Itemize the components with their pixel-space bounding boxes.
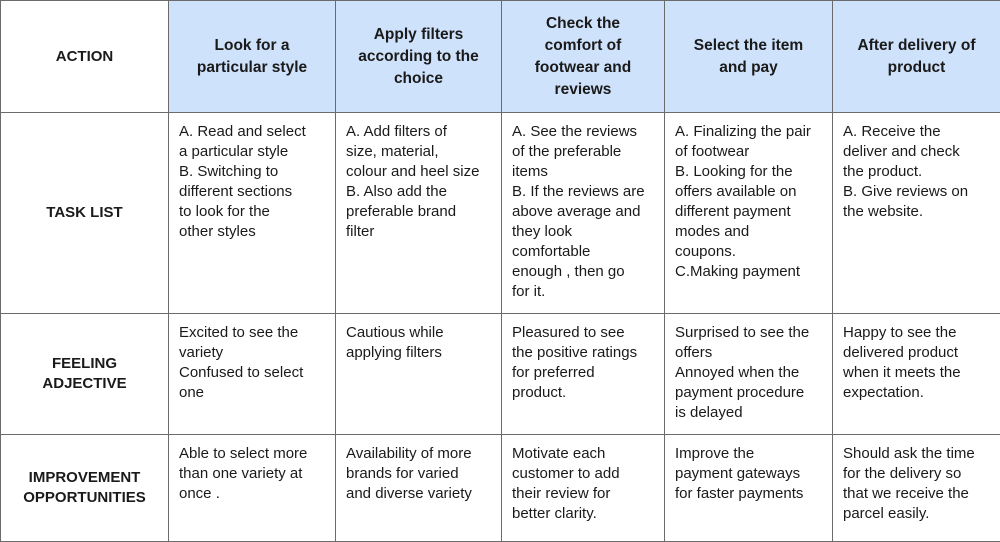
task-list-cell-5: A. Receive the deliver and check the product. B. Give reviews on the website. (833, 113, 1000, 314)
feeling-cell-5: Happy to see the delivered product when it meets the expectation. (833, 314, 1000, 435)
table-row-improvement-opportunities (1, 435, 1000, 542)
column-header-after-delivery: After delivery of product (833, 1, 1000, 113)
column-header-select-and-pay: Select the item and pay (665, 1, 833, 113)
column-header-apply-filters: Apply filters according to the choice (336, 1, 502, 113)
improvement-cell-1: Able to select more than one variety at once . (169, 435, 336, 542)
column-header-look-for-style: Look for a particular style (169, 1, 336, 113)
improvement-cell-5: Should ask the time for the delivery so that we receive the parcel easily. (833, 435, 1000, 542)
improvement-cell-2: Availability of more brands for varied and diverse variety (336, 435, 502, 542)
row-header-improvement-opportunities: IMPROVEMENT OPPORTUNITIES (1, 435, 169, 542)
action-header-cell: ACTION (1, 1, 169, 113)
table-row-task-list (1, 113, 1000, 314)
table-row-feeling-adjective (1, 314, 1000, 435)
row-header-task-list: TASK LIST (1, 113, 169, 314)
feeling-cell-2: Cautious while applying filters (336, 314, 502, 435)
task-list-cell-2: A. Add filters of size, material, colour and heel size B. Also add the preferable brand filter (336, 113, 502, 314)
row-header-feeling-adjective: FEELING ADJECTIVE (1, 314, 169, 435)
feeling-cell-1: Excited to see the variety Confused to select one (169, 314, 336, 435)
header-row (1, 1, 1000, 113)
improvement-cell-4: Improve the payment gateways for faster payments (665, 435, 833, 542)
task-list-cell-3: A. See the reviews of the preferable items B. If the reviews are above average and they look comfortable enough , then go for it. (502, 113, 665, 314)
column-header-check-comfort: Check the comfort of footwear and reviews (502, 1, 665, 113)
task-list-cell-1: A. Read and select a particular style B. Switching to different sections to look for the other styles (169, 113, 336, 314)
improvement-cell-3: Motivate each customer to add their review for better clarity. (502, 435, 665, 542)
feeling-cell-3: Pleasured to see the positive ratings for preferred product. (502, 314, 665, 435)
feeling-cell-4: Surprised to see the offers Annoyed when the payment procedure is delayed (665, 314, 833, 435)
task-list-cell-4: A. Finalizing the pair of footwear B. Looking for the offers available on different payment modes and coupons. C.Making payment (665, 113, 833, 314)
